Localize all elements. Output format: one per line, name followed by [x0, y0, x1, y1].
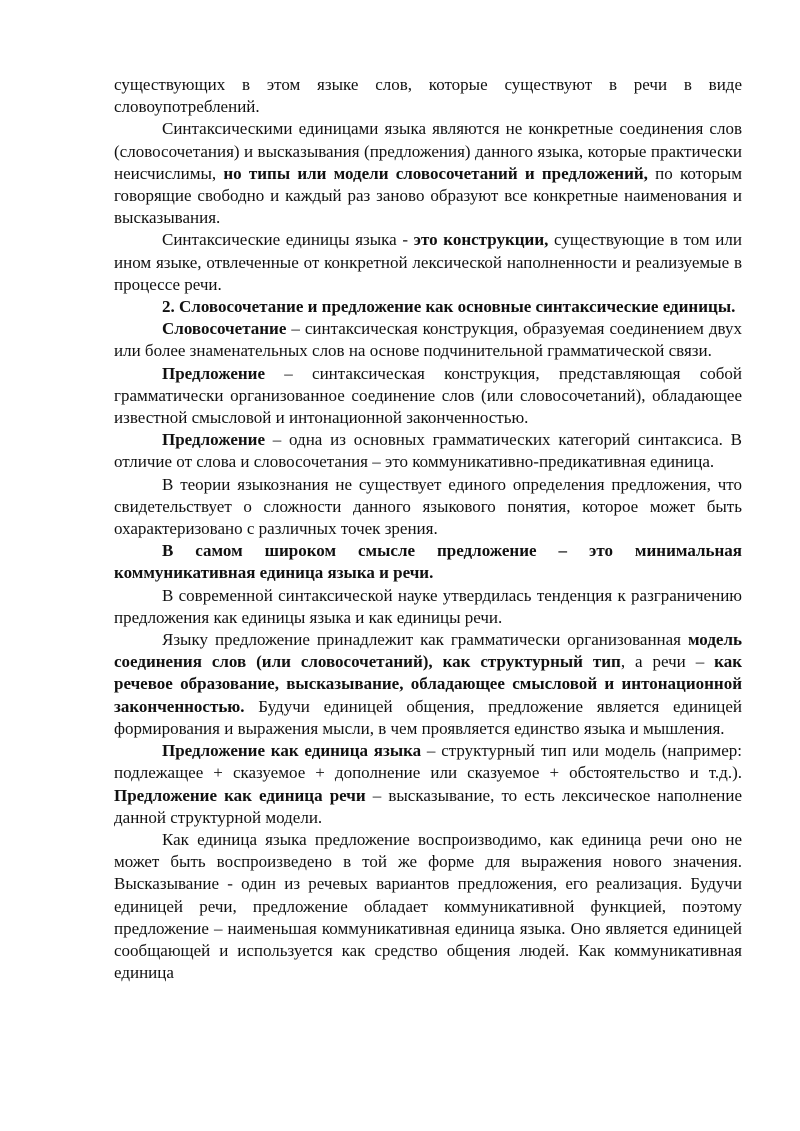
- paragraph-8: [114, 474, 742, 541]
- paragraph-11: [114, 629, 742, 740]
- text-segment: Синтаксическими единицами языка являются не конкретные соединения слов (словосочетания) и высказывания (предложения) данного языка, которые практически неисчислимы,: [114, 119, 742, 183]
- paragraph-1: [114, 74, 742, 118]
- document-page: [114, 74, 742, 984]
- text-segment: Будучи единицей общения, предложение является единицей формирования и выражения мысли, в чем проявляется единство языка и мышления.: [114, 696, 742, 738]
- bold-segment: В самом широком смысле предложение – это минимальная коммуникативная единица языка и речи.: [114, 541, 742, 583]
- bold-segment: как речевое образование, высказывание, обладающее смысловой и интонационной законченностью.: [114, 652, 742, 716]
- paragraph-7: [114, 429, 742, 473]
- text-segment: – структурный тип или модель (например: подлежащее + сказуемое + дополнение или сказуемое + обстоятельство и т.д.).: [114, 741, 742, 783]
- paragraph-5: [114, 318, 742, 362]
- section-heading: [114, 296, 742, 318]
- paragraph-10: [114, 585, 742, 629]
- bold-segment: Предложение: [162, 430, 265, 450]
- text-segment: , а речи –: [620, 652, 715, 672]
- text-segment: Как единица языка предложение воспроизводимо, как единица речи оно не может быть воспроизведено в той же форме для выражения нового значения. Высказывание - один из речевых вариантов предложения, его реализация. Будучи единицей речи, предложение обладает коммуникативной функцией, поэтому предложение – наименьшая коммуникативная единица языка. Оно является единицей сообщающей и используется как средство общения людей. Как коммуникативная единица: [114, 829, 742, 983]
- bold-segment: это конструкции,: [413, 230, 549, 250]
- paragraph-2: [114, 118, 742, 229]
- text-segment: – синтаксическая конструкция, представляющая собой грамматически организованное соединение слов (или словосочетаний), обладающее известной смысловой и интонационной законченностью.: [114, 363, 742, 428]
- bold-segment: но типы или модели словосочетаний и предложений,: [223, 163, 648, 183]
- text-segment: – синтаксическая конструкция, образуемая соединением двух или более знаменательных слов на основе подчинительной грамматической связи.: [114, 319, 742, 361]
- text-segment: – одна из основных грамматических категорий синтаксиса. В отличие от слова и словосочетания – это коммуникативно-предикативная единица.: [114, 430, 742, 472]
- paragraph-3: [114, 229, 742, 296]
- paragraph-6: [114, 363, 742, 430]
- paragraph-9: [114, 540, 742, 584]
- text-segment: – высказывание, то есть лексическое наполнение данной структурной модели.: [114, 785, 742, 827]
- bold-segment: Предложение как единица речи: [114, 785, 366, 805]
- paragraph-12: [114, 740, 742, 829]
- bold-segment: Предложение как единица языка: [162, 741, 422, 761]
- text-segment: В современной синтаксической науке утвердилась тенденция к разграничению предложения как единицы языка и как единицы речи.: [114, 585, 742, 627]
- text-segment: существующие в том или ином языке, отвлеченные от конкретной лексической наполненности и реализуемые в процессе речи.: [114, 230, 742, 294]
- bold-segment: Словосочетание: [162, 319, 287, 339]
- bold-segment: Предложение: [162, 363, 265, 383]
- bold-segment: модель соединения слов (или словосочетаний), как структурный тип: [114, 630, 742, 672]
- text-segment: по которым говорящие свободно и каждый раз заново образуют все конкретные наименования и высказывания.: [114, 163, 743, 228]
- bold-segment: 2. Словосочетание и предложение как основные синтаксические единицы.: [162, 297, 736, 317]
- text-segment: Синтаксические единицы языка -: [162, 230, 414, 250]
- text-segment: существующих в этом языке слов, которые существуют в речи в виде словоупотреблений.: [114, 75, 742, 117]
- text-segment: В теории языкознания не существует единого определения предложения, что свидетельствует о сложности данного языкового понятия, которое может быть охарактеризовано с различных точек зрения.: [114, 474, 742, 539]
- paragraph-13: [114, 829, 742, 984]
- text-segment: Языку предложение принадлежит как грамматически организованная: [162, 630, 688, 650]
